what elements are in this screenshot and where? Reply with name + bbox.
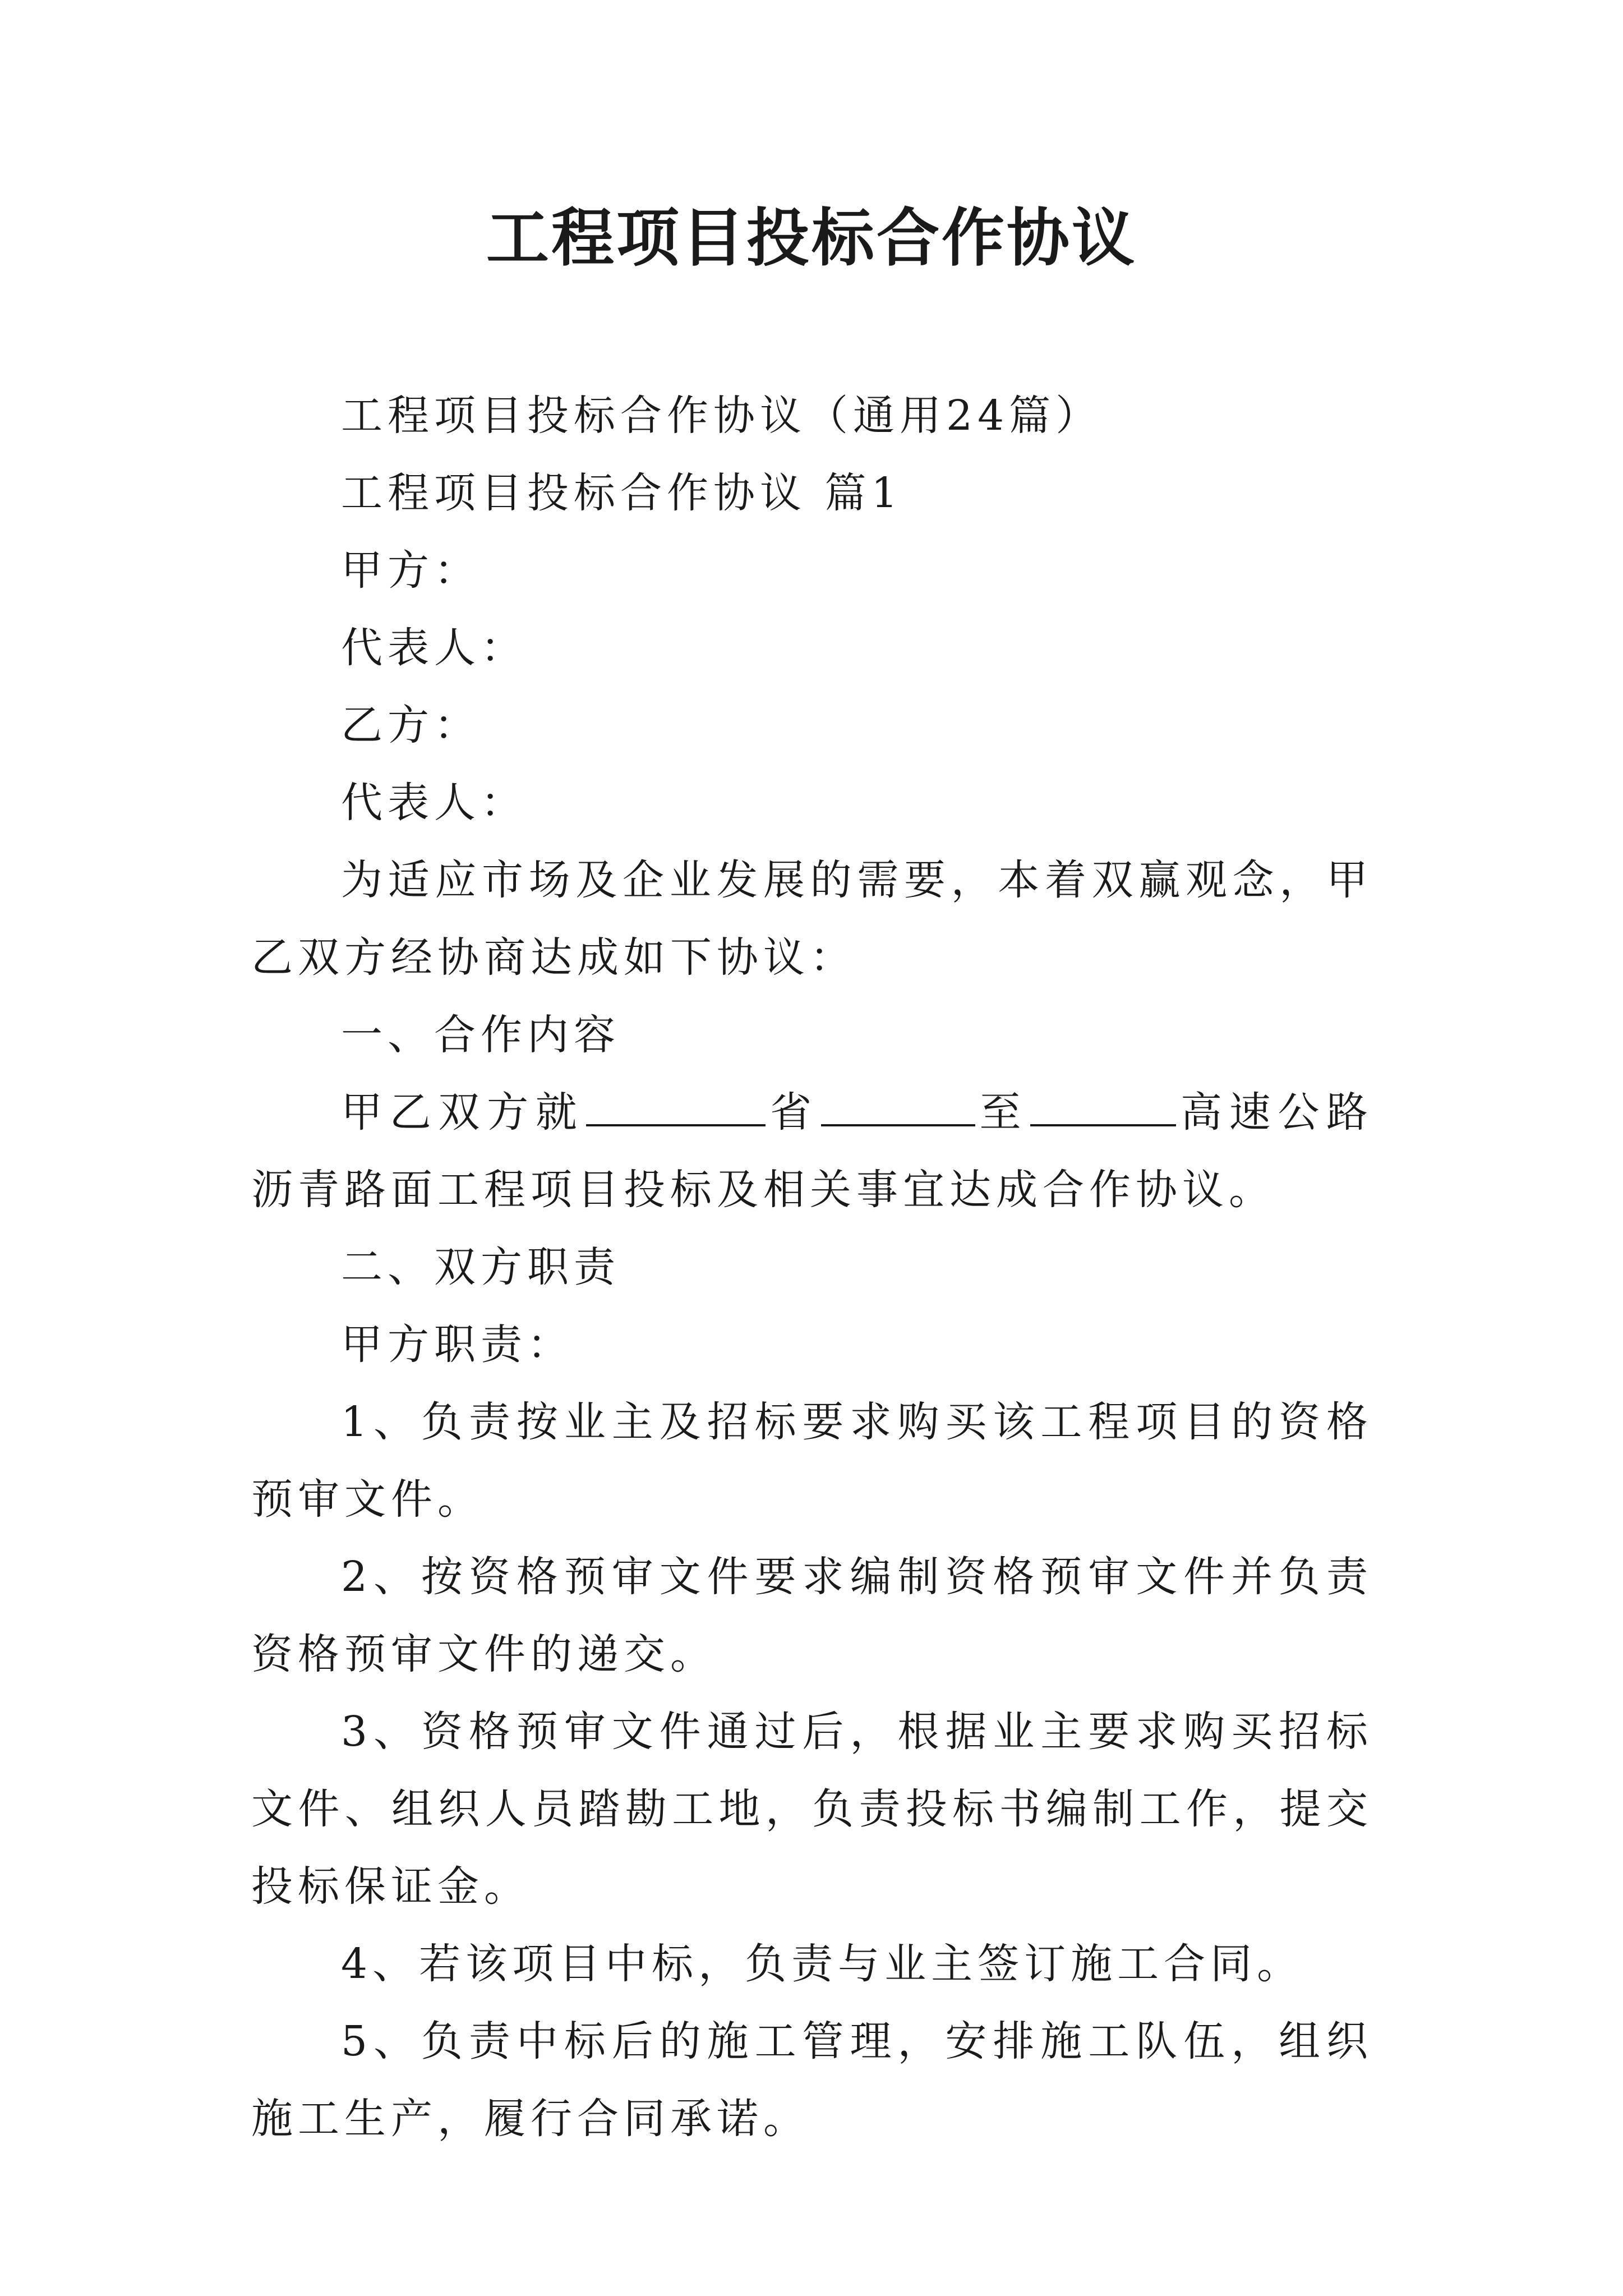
duty-item-2: 2、按资格预审文件要求编制资格预审文件并负责资格预审文件的递交。 (251, 1553, 1373, 1678)
party-b-label: 乙方： (341, 701, 481, 749)
from-blank (821, 1089, 975, 1126)
duty-item-4: 4、若该项目中标，负责与业主签订施工合同。 (341, 1940, 1304, 1988)
content-text-to: 至 (977, 1088, 1029, 1137)
content-text-post: 高速公路沥青路面工程项目投标及相关事宜达成合作协议。 (251, 1088, 1373, 1214)
content-text-pre: 甲乙双方就 (341, 1088, 584, 1137)
heading-cooperation-content: 一、合作内容 (341, 1011, 620, 1059)
document-subtitle: 工程项目投标合作协议（通用24篇） (341, 392, 1103, 440)
to-blank (1030, 1089, 1176, 1126)
province-blank (586, 1089, 766, 1126)
heading-responsibilities: 二、双方职责 (341, 1243, 620, 1291)
duty-item-3: 3、资格预审文件通过后，根据业主要求购买招标文件、组织人员踏勘工地，负责投标书编制工作，提交投标保证金。 (251, 1708, 1373, 1911)
party-a-label: 甲方： (341, 546, 481, 595)
document-title: 工程项目投标合作协议 (486, 201, 1137, 275)
document-body (251, 377, 1373, 2157)
duty-item-1: 1、负责按业主及招标要求购买该工程项目的资格预审文件。 (251, 1398, 1373, 1524)
cooperation-content-paragraph (251, 1074, 1373, 1228)
section-heading: 工程项目投标合作协议 篇1 (341, 469, 903, 517)
party-a-duties-label: 甲方职责： (341, 1320, 574, 1369)
party-b-representative-label: 代表人： (341, 779, 527, 827)
duty-item-5: 5、负责中标后的施工管理，安排施工队伍，组织施工生产，履行合同承诺。 (251, 2017, 1373, 2143)
party-a-representative-label: 代表人： (341, 624, 527, 672)
content-text-province: 省 (768, 1088, 819, 1137)
intro-paragraph: 为适应市场及企业发展的需要，本着双赢观念，甲乙双方经协商达成如下协议： (251, 856, 1373, 982)
